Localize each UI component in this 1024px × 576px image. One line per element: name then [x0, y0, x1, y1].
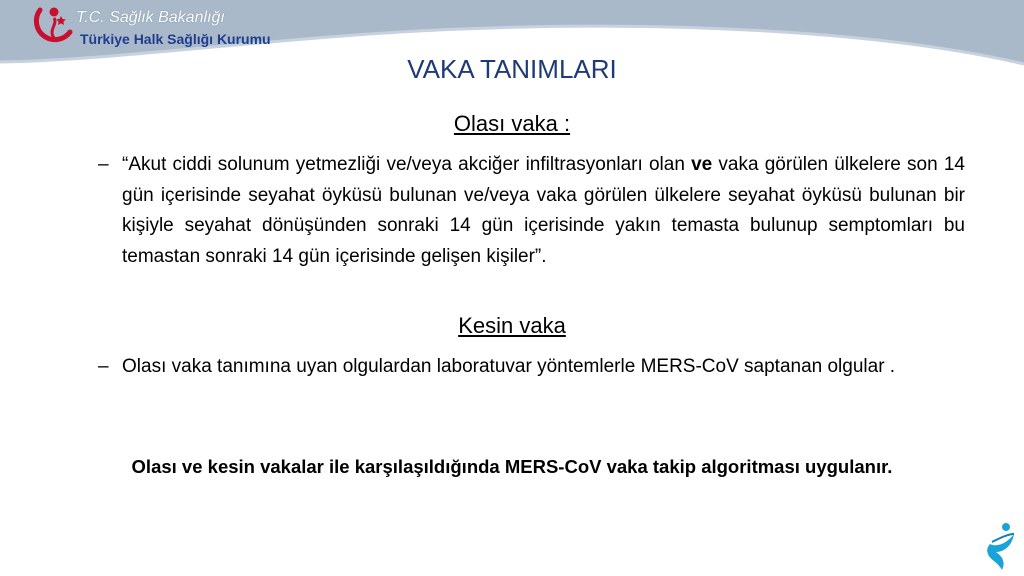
- bullet-dash: –: [98, 154, 109, 175]
- confirmed-case-bullet: [98, 352, 965, 383]
- institution-name: Türkiye Halk Sağlığı Kurumu: [80, 31, 271, 47]
- footer-note: Olası ve kesin vakalar ile karşılaşıldığında MERS-CoV vaka takip algoritması uygulanır.: [131, 456, 893, 477]
- bullet-dash: –: [98, 356, 109, 377]
- probable-case-bullet: [98, 150, 965, 272]
- ministry-logo-icon: [28, 2, 78, 48]
- probable-case-definition: [122, 150, 965, 272]
- probable-case-heading: Olası vaka :: [453, 111, 571, 136]
- definition-bold-word: ve: [691, 154, 713, 175]
- definition-text-start: “Akut ciddi solunum yetmezliği ve/veya akciğer infiltrasyonları olan: [122, 154, 692, 175]
- confirmed-case-definition: Olası vaka tanımına uyan olgulardan laboratuvar yöntemlerle MERS-CoV saptanan olgular .: [122, 356, 896, 377]
- confirmed-case-heading: Kesin vaka: [458, 313, 566, 338]
- definition-text-end: vaka görülen ülkelere son 14 gün içerisinde seyahat öyküsü bulunan ve/veya vaka görülen ülkelere seyahat öyküsü bulunan bir kişiyle seyahat dönüşünden sonraki 14 gün içerisinde yakın temasta bulunup semptomları bu temastan sonraki 14 gün içerisinde gelişen kişiler”.: [122, 154, 965, 267]
- page-title: VAKA TANIMLARI: [407, 54, 617, 84]
- ministry-name: T.C. Sağlık Bakanlığı: [76, 9, 225, 26]
- figure-swirl-icon: [984, 520, 1020, 572]
